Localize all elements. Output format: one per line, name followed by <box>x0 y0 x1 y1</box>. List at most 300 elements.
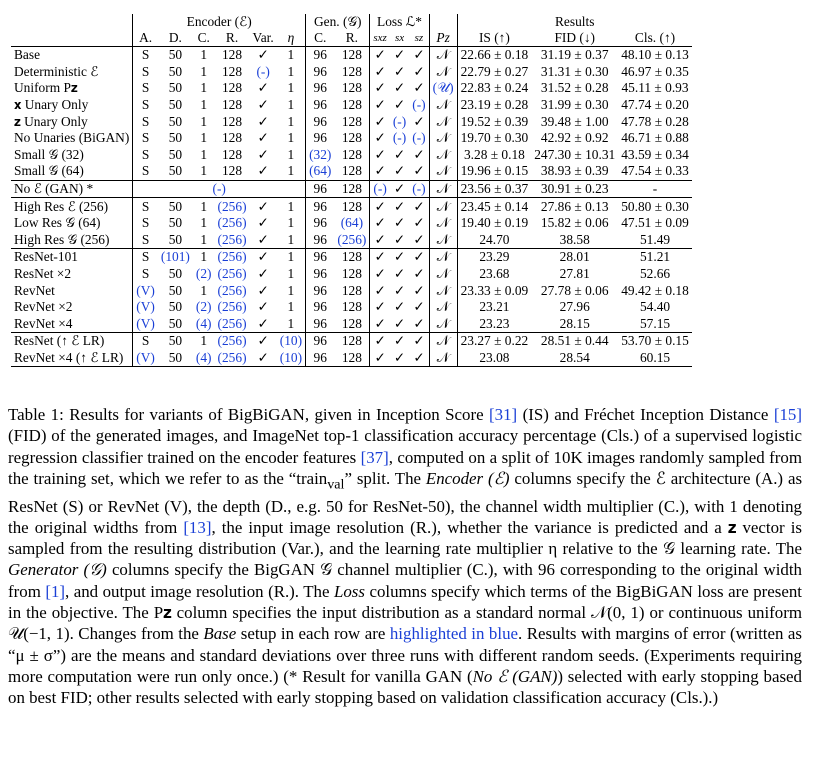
caption-generator-term: Generator (𝒢) <box>8 560 107 580</box>
cell-sx: ✓ <box>390 333 409 350</box>
cell-sxz: ✓ <box>370 64 390 81</box>
cell-cls: 49.42 ± 0.18 <box>621 282 689 298</box>
cell-cls: 45.11 ± 0.93 <box>621 80 689 96</box>
cell-a: S <box>133 130 158 147</box>
cell-gr: 128 <box>341 282 362 298</box>
cell-sz: ✓ <box>413 113 425 129</box>
cell-sxz: (-) <box>370 180 390 198</box>
cell-gc: 96 <box>306 64 335 81</box>
cell-sx: ✓ <box>393 231 406 247</box>
cell-eta: 1 <box>287 231 295 247</box>
cell-a: S <box>133 249 158 266</box>
col-c: C. <box>197 30 210 45</box>
cell-sxz: ✓ <box>370 215 390 232</box>
cell-pz: 𝒩 <box>429 232 457 249</box>
cell-sxz: ✓ <box>370 266 390 283</box>
cell-a: S <box>133 266 158 283</box>
cell-pz: 𝒩 <box>429 180 457 198</box>
cell-gr: 128 <box>334 198 370 215</box>
cell-a: S <box>133 198 158 215</box>
table-row <box>11 198 692 215</box>
cell-cls: 47.74 ± 0.20 <box>621 97 689 113</box>
cell-gc: 96 <box>306 80 335 97</box>
col-var: Var. <box>252 30 274 45</box>
cell-a: S <box>133 215 158 232</box>
cell-var: ✓ <box>250 333 277 350</box>
cell-a: S <box>133 113 158 130</box>
caption-text-10: columns specify which terms of the BigBiGAN loss are present in the objective. The P𝐳 column specifies the input distribution as a standard normal 𝒩(0, 1) or continuous uniform 𝒰(−1, 1). Changes from the <box>8 581 802 644</box>
cell-pz: 𝒩 <box>429 282 457 299</box>
header-pz-blank <box>429 14 457 30</box>
cell-pz: 𝒩 <box>429 64 457 81</box>
cell-gr: 128 <box>334 350 370 367</box>
cell-gr: (256) <box>337 231 367 247</box>
table-row <box>11 47 692 64</box>
cell-name: ResNet ×2 <box>14 266 72 282</box>
cell-cls: 52.66 <box>639 266 671 282</box>
citation-15-link[interactable]: [15] <box>773 405 802 424</box>
table-row <box>11 299 692 316</box>
cell-is: 23.56 ± 0.37 <box>457 180 531 198</box>
cell-gc: 96 <box>306 97 335 114</box>
cell-gc: 96 <box>306 299 335 316</box>
cell-gr: (64) <box>340 215 364 231</box>
cell-cls: 60.15 <box>618 350 692 367</box>
cell-sxz: ✓ <box>370 113 390 130</box>
cell-r: (256) <box>215 333 250 350</box>
cell-sx: ✓ <box>390 180 409 198</box>
cell-sxz: ✓ <box>370 163 390 180</box>
cell-cls: 48.10 ± 0.13 <box>618 47 692 64</box>
cell-sx: ✓ <box>390 47 409 64</box>
cell-eta: 1 <box>287 97 295 113</box>
cell-a: S <box>133 147 158 164</box>
table-row <box>11 97 692 114</box>
cell-pz: 𝒩 <box>429 266 457 283</box>
caption-text-7: , the input image resolution (R.), whether the variance is predicted and a 𝐳 vector is sampled from the resulting distribution (Var.), and the learning rate multiplier η relative to the 𝒢 learning rate. The <box>8 517 803 559</box>
cell-var: ✓ <box>257 282 269 298</box>
cell-sxz: ✓ <box>370 80 390 97</box>
caption-text-4: , computed on a split of 10K images randomly sampled from the training set, which we refer to as the “train <box>8 447 802 488</box>
cell-sxz: ✓ <box>370 282 390 299</box>
cell-fid: 31.52 ± 0.28 <box>540 80 609 96</box>
cell-r: (256) <box>215 350 250 367</box>
cell-d: 50 <box>158 47 193 64</box>
cell-r: 128 <box>221 146 243 162</box>
cell-sz: ✓ <box>413 315 425 331</box>
cell-sx: ✓ <box>393 63 406 79</box>
cell-name: 𝐳 Unary Only <box>14 113 88 129</box>
cell-r: (256) <box>215 249 250 266</box>
col-is: IS (↑) <box>457 30 531 47</box>
cell-pz: 𝒩 <box>429 333 457 350</box>
cell-d: 50 <box>168 299 183 315</box>
cell-sz: ✓ <box>413 282 425 298</box>
table-row <box>11 147 692 164</box>
cell-pz: 𝒩 <box>429 350 457 367</box>
cell-a: S <box>133 163 158 180</box>
cell-is: 19.40 ± 0.19 <box>457 215 531 232</box>
cell-sz: (-) <box>409 180 429 198</box>
cell-is: 23.21 <box>457 299 531 316</box>
cell-sx: (-) <box>392 113 407 129</box>
cell-d: 50 <box>168 282 183 298</box>
cell-fid: 27.78 ± 0.06 <box>540 282 609 298</box>
cell-a: (V) <box>133 316 158 333</box>
cell-eta: 1 <box>287 63 295 79</box>
cell-d: 50 <box>158 333 193 350</box>
table-row <box>11 64 692 81</box>
cell-eta: 1 <box>277 249 306 266</box>
cell-fid: 15.82 ± 0.06 <box>540 215 609 231</box>
cell-pz: 𝒩 <box>429 47 457 64</box>
cell-c: 1 <box>200 282 208 298</box>
header-encoder-group: Encoder (ℰ) <box>133 14 306 30</box>
cell-d: 50 <box>168 163 183 179</box>
cell-var: ✓ <box>257 215 269 231</box>
cell-name: ResNet (↑ ℰ LR) <box>11 333 133 350</box>
cell-c: (4) <box>195 315 212 331</box>
cell-is: 19.70 ± 0.30 <box>457 130 531 147</box>
cell-name: Deterministic ℰ <box>14 63 99 79</box>
cell-d: 50 <box>168 97 183 113</box>
header-loss-group: Loss ℒ* <box>370 14 429 30</box>
cell-gr: 128 <box>341 80 362 96</box>
caption-base-term: Base <box>203 624 237 644</box>
cell-var: ✓ <box>257 299 269 315</box>
cell-sxz: ✓ <box>370 299 390 316</box>
cell-cls: 46.71 ± 0.88 <box>621 130 689 146</box>
cell-gc: (32) <box>306 147 335 164</box>
cell-sz: ✓ <box>413 231 425 247</box>
cell-sxz: ✓ <box>370 350 390 367</box>
col-r: R. <box>225 30 239 45</box>
cell-r: (256) <box>217 231 247 247</box>
cell-c: 1 <box>200 80 208 96</box>
cell-sx: ✓ <box>393 146 406 162</box>
cell-sz: ✓ <box>409 47 429 64</box>
cell-sxz: ✓ <box>370 97 390 114</box>
cell-r: (256) <box>215 198 250 215</box>
cell-is: 23.19 ± 0.28 <box>457 97 531 114</box>
caption-highlight-text: highlighted in blue <box>389 624 519 644</box>
col-pz: Pz <box>429 30 457 47</box>
cell-name: 𝐱 Unary Only <box>14 97 89 113</box>
citation-31-link[interactable]: [31] <box>489 405 518 424</box>
table-row <box>11 350 692 367</box>
citation-13-link[interactable]: [13] <box>183 517 212 537</box>
cell-gc: 96 <box>306 232 335 249</box>
cell-sx: ✓ <box>393 266 406 282</box>
cell-c: 1 <box>193 249 215 266</box>
cell-a: S <box>133 97 158 114</box>
cell-gc: 96 <box>306 350 335 367</box>
caption-encoder-term: Encoder (ℰ) <box>425 468 510 488</box>
cell-is: 3.28 ± 0.18 <box>457 147 531 164</box>
col-a: A. <box>133 30 158 47</box>
table-row <box>11 282 692 299</box>
cell-pz: 𝒩 <box>429 147 457 164</box>
cell-name: RevNet <box>14 282 55 298</box>
cell-gr: 128 <box>341 97 362 113</box>
cell-eta: 1 <box>287 215 295 231</box>
cell-d: 50 <box>168 63 183 79</box>
cell-d: 50 <box>168 315 183 331</box>
cell-sz: ✓ <box>413 266 425 282</box>
cell-sxz: ✓ <box>370 47 390 64</box>
table-group-header <box>11 14 692 30</box>
citation-37-link[interactable]: [37] <box>360 447 389 467</box>
cell-gr: 128 <box>334 180 370 198</box>
cell-pz: 𝒩 <box>429 249 457 266</box>
col-sz: sz <box>414 32 424 44</box>
cell-d: 50 <box>168 266 183 282</box>
cell-var: ✓ <box>257 163 269 179</box>
cell-sz: ✓ <box>413 299 425 315</box>
cell-var: ✓ <box>257 266 269 282</box>
cell-sx: ✓ <box>393 282 406 298</box>
cell-a: S <box>133 47 158 64</box>
cell-c: 1 <box>200 163 208 179</box>
caption-text-9: , and output image resolution (R.). The <box>65 581 334 601</box>
cell-cls: 53.70 ± 0.15 <box>618 333 692 350</box>
cell-sxz: ✓ <box>370 249 390 266</box>
cell-gc: 96 <box>306 333 335 350</box>
table-row <box>11 180 692 198</box>
cell-d: 50 <box>168 215 183 231</box>
cell-d: 50 <box>158 350 193 367</box>
cell-a: S <box>133 64 158 81</box>
cell-eta: 1 <box>287 315 295 331</box>
cell-name: Small 𝒢 (32) <box>14 146 84 162</box>
cell-cls: 50.80 ± 0.30 <box>618 198 692 215</box>
table-row <box>11 113 692 130</box>
cell-c: 1 <box>200 97 208 113</box>
cell-name: RevNet ×4 (↑ ℰ LR) <box>11 350 133 367</box>
cell-is: 24.70 <box>457 232 531 249</box>
table-row <box>11 215 692 232</box>
cell-gr: 128 <box>341 146 362 162</box>
cell-r: 128 <box>215 47 250 64</box>
cell-c: (2) <box>195 266 212 282</box>
cell-var: ✓ <box>257 113 269 129</box>
cell-sx: ✓ <box>390 249 409 266</box>
cell-name: No Unaries (BiGAN) <box>14 130 130 146</box>
cell-d: 50 <box>168 146 183 162</box>
cell-gc: 96 <box>306 282 335 299</box>
caption-loss-term: Loss <box>333 581 365 601</box>
cell-fid: 31.99 ± 0.30 <box>540 97 609 113</box>
cell-gr: 128 <box>334 47 370 64</box>
cell-gc: 96 <box>306 249 335 266</box>
cell-cls: 47.78 ± 0.28 <box>621 113 689 129</box>
cell-r: 128 <box>221 113 243 129</box>
cell-sz: ✓ <box>413 163 425 179</box>
cell-r: (256) <box>217 299 247 315</box>
cell-var: ✓ <box>250 47 277 64</box>
cell-var: ✓ <box>257 146 269 162</box>
cell-fid: 28.51 ± 0.44 <box>531 333 618 350</box>
cell-sz: ✓ <box>409 333 429 350</box>
cell-pz: 𝒩 <box>429 163 457 180</box>
caption-text-1: Table 1: Results for variants of BigBiGAN, given in Inception Score <box>8 405 490 424</box>
cell-r: (256) <box>217 215 247 231</box>
cell-is: 23.08 <box>457 350 531 367</box>
cell-gr: 128 <box>341 130 362 146</box>
cell-fid: 30.91 ± 0.23 <box>531 180 618 198</box>
cell-cls: 43.59 ± 0.34 <box>621 146 689 162</box>
cell-name: No ℰ (GAN) * <box>11 180 133 198</box>
cell-r: (256) <box>217 266 247 282</box>
cell-eta: 1 <box>287 299 295 315</box>
table-row <box>11 316 692 333</box>
cell-var: ✓ <box>257 130 269 146</box>
cell-d: 50 <box>158 198 193 215</box>
cell-name: Base <box>11 47 133 64</box>
cell-gc: 96 <box>306 130 335 147</box>
cell-var: ✓ <box>250 350 277 367</box>
cell-sx: ✓ <box>393 299 406 315</box>
cell-d: 50 <box>168 231 183 247</box>
cell-sz: ✓ <box>413 80 425 96</box>
cell-is: 23.29 <box>457 249 531 266</box>
cell-cls: 57.15 <box>639 315 671 331</box>
cell-sx: ✓ <box>393 80 406 96</box>
cell-c: 1 <box>193 333 215 350</box>
cell-cls: 51.21 <box>618 249 692 266</box>
cell-is: 19.52 ± 0.39 <box>457 113 531 130</box>
cell-a: (V) <box>133 299 158 316</box>
cell-d: 50 <box>168 80 183 96</box>
cell-fid: 42.92 ± 0.92 <box>540 130 609 146</box>
cell-is: 23.68 <box>457 266 531 283</box>
cell-sxz: ✓ <box>370 316 390 333</box>
caption-text-3: (FID) of the generated images, and ImageNet top-1 classification accuracy percentage (Cls.) of a supervised logistic regression classifier trained on the encoder features <box>8 426 802 467</box>
cell-fid: 31.19 ± 0.37 <box>531 47 618 64</box>
cell-is: 23.33 ± 0.09 <box>457 282 531 299</box>
cell-fid: 31.31 ± 0.30 <box>540 63 609 79</box>
cell-pz: (𝒰) <box>429 80 457 97</box>
cell-sz: ✓ <box>409 249 429 266</box>
cell-cls: 47.54 ± 0.33 <box>621 163 689 179</box>
cell-c: 1 <box>200 130 208 146</box>
table-caption <box>8 404 802 709</box>
cell-fid: 28.15 <box>559 315 590 331</box>
col-gc: C. <box>306 30 335 47</box>
cell-gr: 128 <box>341 299 362 315</box>
cell-c: (4) <box>193 350 215 367</box>
cell-gc: 96 <box>306 198 335 215</box>
cell-name: RevNet ×4 <box>14 315 73 331</box>
citation-1-link[interactable]: [1] <box>45 581 66 601</box>
cell-c: 1 <box>200 231 208 247</box>
cell-var: ✓ <box>257 315 269 331</box>
cell-name: High Res 𝒢 (256) <box>14 231 110 247</box>
cell-r: (256) <box>217 315 247 331</box>
caption-text-8: columns specify the BigGAN 𝒢 channel multiplier (C.), with 96 corresponding to the original width from <box>8 560 802 601</box>
cell-sz: ✓ <box>409 198 429 215</box>
cell-pz: 𝒩 <box>429 316 457 333</box>
cell-name: RevNet ×2 <box>14 299 73 315</box>
col-eta: η <box>287 30 295 45</box>
cell-sz: (-) <box>412 97 426 113</box>
cell-eta: 1 <box>287 266 295 282</box>
cell-var: ✓ <box>257 80 269 96</box>
col-gr: R. <box>345 30 359 45</box>
cell-sx: ✓ <box>390 350 409 367</box>
cell-is: 22.83 ± 0.24 <box>457 80 531 97</box>
cell-span: (-) <box>133 180 306 198</box>
cell-gc: 96 <box>306 180 335 198</box>
cell-cls: 54.40 <box>639 299 671 315</box>
cell-is: 23.45 ± 0.14 <box>457 198 531 215</box>
cell-r: (256) <box>217 282 247 298</box>
cell-gc: (64) <box>306 163 335 180</box>
col-sx: sx <box>394 32 405 44</box>
col-sxz: sxz <box>370 30 390 47</box>
cell-c: 1 <box>193 198 215 215</box>
cell-eta: 1 <box>287 80 295 96</box>
cell-eta: 1 <box>287 146 295 162</box>
cell-c: (2) <box>195 299 212 315</box>
cell-eta: 1 <box>287 282 295 298</box>
cell-sxz: ✓ <box>370 232 390 249</box>
cell-eta: (10) <box>277 350 306 367</box>
cell-sz: ✓ <box>409 350 429 367</box>
cell-var: ✓ <box>250 249 277 266</box>
table-row <box>11 130 692 147</box>
cell-is: 23.27 ± 0.22 <box>457 333 531 350</box>
caption-text-6: columns specify the ℰ architecture (A.) as ResNet (S) or RevNet (V), the depth (D., e.g. 50 for ResNet-50), the channel width multiplier (C.), with 1 denoting the original widths from <box>8 468 803 537</box>
cell-d: 50 <box>168 113 183 129</box>
cell-c: 1 <box>193 47 215 64</box>
cell-sx: ✓ <box>393 315 406 331</box>
cell-c: 1 <box>200 63 208 79</box>
table-row <box>11 333 692 350</box>
cell-var: ✓ <box>257 231 269 247</box>
cell-pz: 𝒩 <box>429 198 457 215</box>
caption-val-subscript: val <box>327 476 345 493</box>
cell-cls: 51.49 <box>639 231 671 247</box>
cell-c: 1 <box>200 215 208 231</box>
cell-pz: 𝒩 <box>429 113 457 130</box>
caption-text-2: (IS) and Fréchet Inception Distance <box>517 405 774 424</box>
cell-sz: ✓ <box>413 215 425 231</box>
table-row <box>11 266 692 283</box>
cell-gc: 96 <box>306 316 335 333</box>
cell-eta: 1 <box>287 130 295 146</box>
cell-fid: 247.30 ± 10.31 <box>534 146 616 162</box>
cell-sx: ✓ <box>393 97 406 113</box>
cell-cls: 47.51 ± 0.09 <box>621 215 689 231</box>
cell-is: 22.79 ± 0.27 <box>457 64 531 81</box>
cell-fid: 39.48 ± 1.00 <box>540 113 609 129</box>
cell-fid: 27.86 ± 0.13 <box>531 198 618 215</box>
cell-sx: ✓ <box>393 215 406 231</box>
cell-c: 1 <box>200 146 208 162</box>
cell-sxz: ✓ <box>370 198 390 215</box>
cell-is: 22.66 ± 0.18 <box>457 47 531 64</box>
cell-fid: 28.54 <box>531 350 618 367</box>
table-row <box>11 249 692 266</box>
cell-sz: ✓ <box>413 146 425 162</box>
caption-text-13: ) selected with early stopping based on best FID; other results selected with early stopping based on validation classification accuracy (Cls.).) <box>8 666 803 708</box>
col-name <box>11 30 133 47</box>
cell-sxz: ✓ <box>370 147 390 164</box>
cell-c: 1 <box>200 113 208 129</box>
table-row <box>11 163 692 180</box>
cell-fid: 27.96 <box>559 299 590 315</box>
